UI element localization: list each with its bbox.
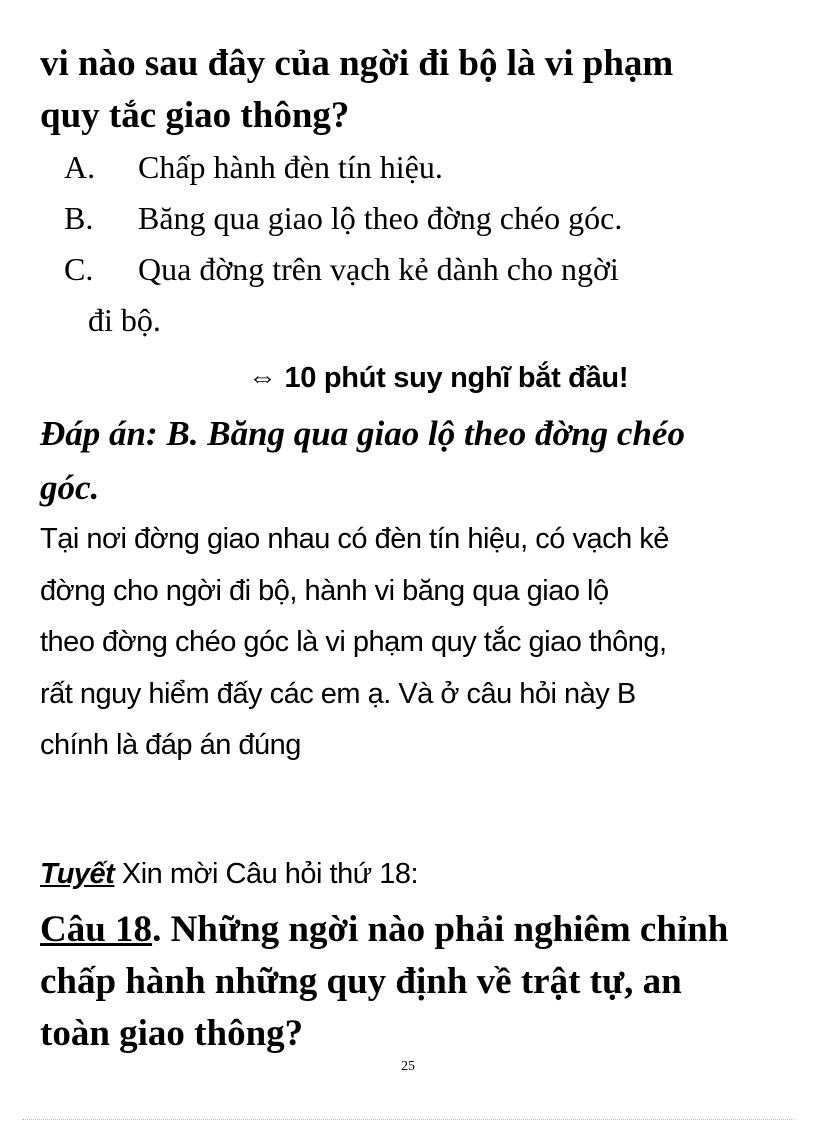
option-b: [40, 193, 776, 244]
option-text: Chấp hành đèn tín hiệu.: [138, 149, 443, 185]
question-line: chấp hành những quy định về trật tự, an: [40, 960, 682, 1002]
explanation-line: rất nguy hiểm đấy các em ạ. Và ở câu hỏi này B: [40, 677, 636, 710]
document-page: [40, 38, 776, 1060]
question-18: [40, 904, 776, 1060]
option-label: B.: [64, 200, 94, 236]
option-c: [40, 244, 776, 295]
question-number: Câu 18: [40, 908, 153, 950]
answer-line: Đáp án: B. Băng qua giao lộ theo đờng chéo: [40, 414, 685, 453]
explanation-line: Tại nơi đờng giao nhau có đèn tín hiệu, có vạch kẻ: [40, 523, 669, 555]
question-text: . Những ngời nào phải nghiêm chỉnh: [152, 908, 729, 950]
page-divider: [22, 1119, 794, 1120]
question-line: quy tắc giao thông?: [40, 95, 350, 136]
thinking-time-prompt: [248, 352, 776, 404]
prompt-text: 10 phút suy nghĩ bắt đầu!: [284, 362, 629, 394]
option-c-continuation: đi bộ.: [88, 302, 161, 338]
page-number: 25: [401, 1059, 415, 1074]
presenter-line: [40, 848, 776, 900]
explanation-line: chính là đáp án đúng: [40, 729, 301, 761]
option-text: Băng qua giao lộ theo đờng chéo góc.: [138, 200, 623, 236]
option-text: Qua đờng trên vạch kẻ dành cho ngời: [138, 251, 619, 287]
question-line: vi nào sau đây của ngời đi bộ là vi phạm: [40, 43, 674, 84]
question-line: [40, 904, 776, 956]
question-line: toàn giao thông?: [40, 1012, 304, 1054]
presenter-text: Xin mời Câu hỏi thứ 18:: [114, 857, 419, 890]
presenter-name: Tuyết: [40, 857, 115, 890]
explanation-line: đờng cho ngời đi bộ, hành vi băng qua giao lộ: [40, 574, 609, 607]
option-label: A.: [64, 149, 96, 185]
answer-line: góc.: [40, 468, 100, 507]
option-a: [40, 142, 776, 193]
double-arrow-icon: ⇔: [248, 362, 277, 394]
explanation-line: theo đờng chéo góc là vi phạm quy tắc giao thông,: [40, 626, 667, 658]
option-label: C.: [64, 251, 94, 287]
